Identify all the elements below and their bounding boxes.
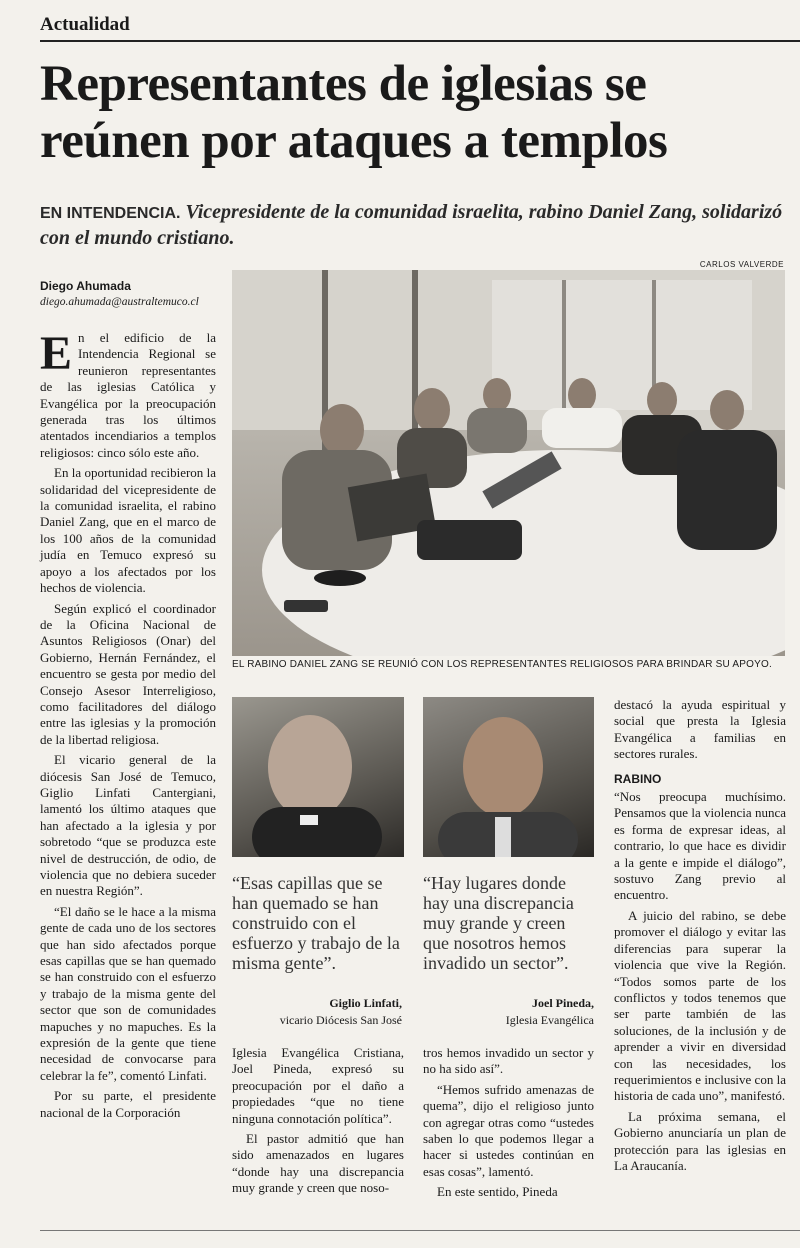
paragraph: “Hemos sufrido amenazas de quema”, dijo el religioso junto con agregar otras como “ustedes saben lo que podemos llegar a hacer si ustedes continúan en esas cosas”, lamentó. — [423, 1081, 594, 1179]
deck-text: Vicepresidente de la comunidad israelita, rabino Daniel Zang, solidarizó con el mundo cristiano. — [40, 201, 783, 249]
quote2-role: Iglesia Evangélica — [505, 1013, 594, 1027]
paragraph-text: n el edificio de la Intendencia Regional se reunieron representantes de las iglesias Católica y Evangélica por la preocupación generada tras los últimos atentados incendiarios a templos religiosos: cinco sólo este año. — [40, 330, 216, 460]
paragraph: “Nos preocupa muchísimo. Pensamos que la violencia nunca es forma de expresar ideas, al contrario, lo que hace es dividir a la gente e impide el diálogo”, sostuvo Zang previo al encuentro. — [614, 789, 786, 903]
quote1-name: Giglio Linfati, — [329, 996, 402, 1010]
author-name: Diego Ahumada — [40, 279, 131, 293]
dropcap: E — [40, 327, 73, 380]
paragraph: El vicario general de la diócesis San José de Temuco, Giglio Linfati Cantergiani, lamentó los último ataques que han afectado a la iglesia y por sobretodo “que se produzca este nivel de destrucción, de odio, de violencia que no debiera suceder en nuestra Región”. — [40, 752, 216, 899]
column-4 — [614, 697, 786, 1178]
paragraph: La próxima semana, el Gobierno anunciaría un plan de protección para las iglesias en La Araucanía. — [614, 1108, 786, 1173]
paragraph: Según explicó el coordinador de la Oficina Nacional de Asuntos Religiosos (Onar) del Gobierno, Hernán Fernández, el encuentro se gesta por medio del Consejo Asesor Interreligioso, como facilitadores del diálogo entre las iglesias y la promoción de la libertad religiosa. — [40, 600, 216, 747]
portrait-photo-pineda — [423, 697, 594, 857]
paragraph — [40, 327, 216, 461]
photo-credit: CARLOS VALVERDE — [699, 260, 784, 269]
portrait-illustration — [232, 697, 404, 857]
section-bar — [40, 10, 800, 42]
paragraph: tros hemos invadido un sector y no ha sido así”. — [423, 1045, 594, 1077]
portrait-illustration — [423, 697, 594, 857]
column-2 — [232, 1045, 404, 1201]
footer-rule — [40, 1230, 800, 1231]
quote1-role: vicario Diócesis San José — [279, 1013, 402, 1027]
paragraph: “El daño se le hace a la misma gente de cada uno de los sectores que han sido afectados porque esas capillas que se han quemado se han construido con el esfuerzo y trabajo de la misma gente del sector que son de comunidades mapuches y no mapuches. Es la expresión de la gente que tiene necesidad de convocarse para celebrar la fe”, comentó Linfati. — [40, 903, 216, 1083]
paragraph: El pastor admitió que han sido amenazados en lugares “donde hay una discrepancia muy grande y creen que noso- — [232, 1131, 404, 1196]
paragraph: En la oportunidad recibieron la solidaridad del vicepresidente de la comunidad israelita, el rabino Daniel Zang, que en el marco de los 100 años de la comunidad judía en Temuco expresó su apoyo a los afectados por los hechos de violencia. — [40, 465, 216, 596]
quote2-name: Joel Pineda, — [532, 996, 594, 1010]
paragraph: destacó la ayuda espiritual y social que presta la Iglesia Evangélica a familias en sectores rurales. — [614, 697, 786, 762]
author-email: diego.ahumada@australtemuco.cl — [40, 296, 199, 308]
byline — [40, 278, 230, 310]
paragraph: Por su parte, el presidente nacional de la Corporación — [40, 1088, 216, 1120]
paragraph: A juicio del rabino, se debe promover el diálogo y evitar las diferencias para superar la violencia que vive la Región. “Todos somos parte de los conflictos y todos tenemos que ser parte también de las soluciones, de la inclusión y de aprender a vivir en diversidad con las necesidades, los requerimientos e inclusive con la historia de cada uno”, manifestó. — [614, 907, 786, 1104]
main-photo — [232, 270, 785, 656]
meeting-photo-illustration — [232, 270, 785, 656]
pull-quote-2: “Hay lugares donde hay una discrepancia muy grande y creen que nosotros hemos invadido un sector”. — [423, 873, 574, 973]
column-1 — [40, 327, 216, 1125]
paragraph: Iglesia Evangélica Cristiana, Joel Pineda, expresó su preocupación por el daño a propiedades “que no tiene ninguna connotación política”. — [232, 1045, 404, 1126]
deck-tag: EN INTENDENCIA. — [40, 205, 181, 222]
deck — [40, 200, 800, 251]
portrait-photo-linfati — [232, 697, 404, 857]
section-label: Actualidad — [40, 14, 130, 35]
subhead-rabino: RABINO — [614, 771, 662, 786]
headline: Representantes de iglesias se reúnen por ataques a templos — [40, 56, 668, 169]
paragraph: En este sentido, Pineda — [437, 1184, 558, 1200]
main-photo-caption: EL RABINO DANIEL ZANG SE REUNIÓ CON LOS REPRESENTANTES RELIGIOSOS PARA BRINDAR SU APOYO. — [232, 659, 772, 670]
pull-quote-1: “Esas capillas que se han quemado se han construido con el esfuerzo y trabajo de la misma gente”. — [232, 873, 400, 973]
column-3 — [423, 1045, 594, 1205]
